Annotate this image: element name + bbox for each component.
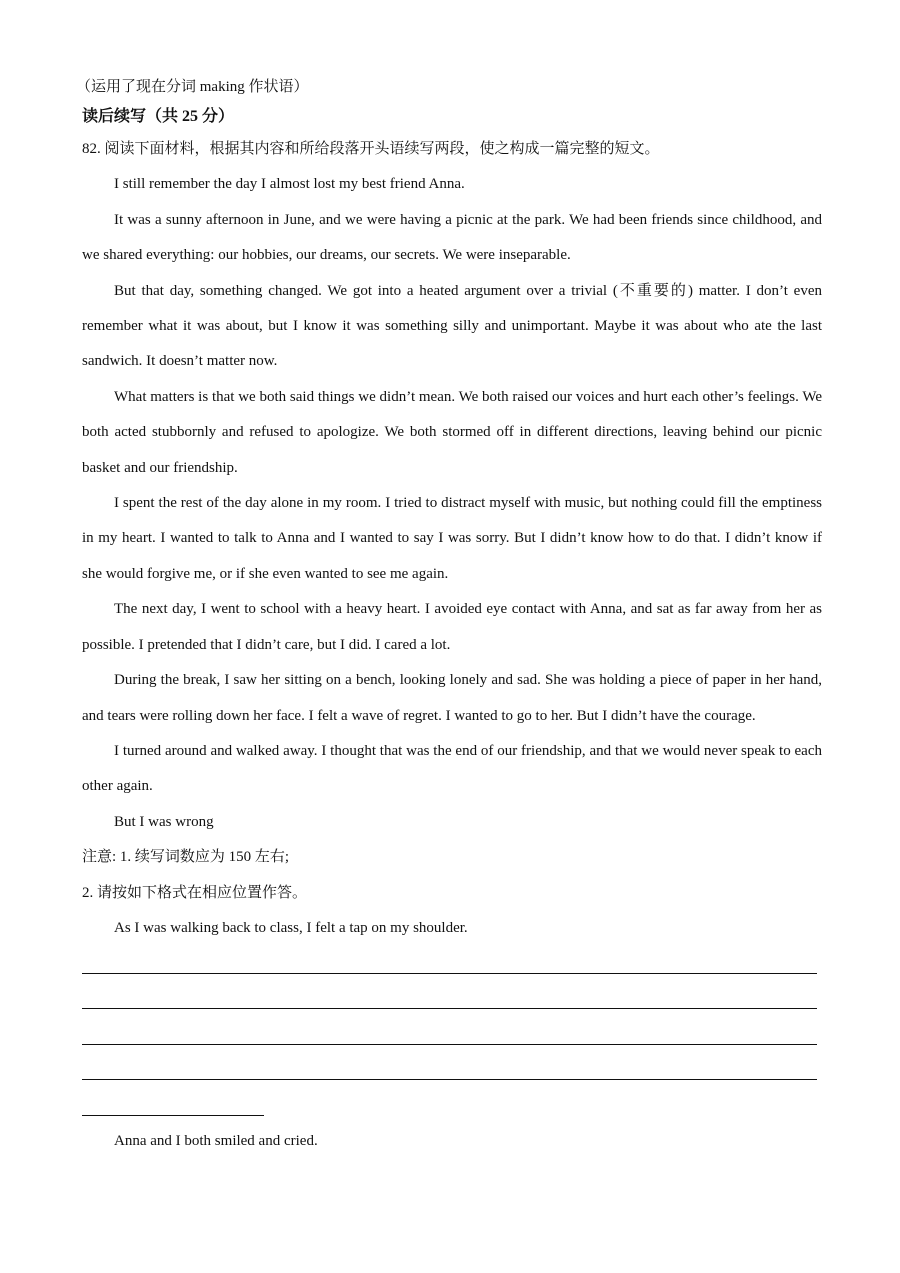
answer-line[interactable]: [82, 1017, 822, 1053]
note-line-2: 2. 请按如下格式在相应位置作答。: [82, 884, 308, 901]
answer-line[interactable]: [82, 982, 822, 1018]
question-instruction: [82, 132, 822, 167]
story-paragraph-8: I turned around and walked away. I thought that was the end of our friendship, and that we would never speak to each other again.: [82, 742, 822, 795]
story-paragraph-1: I still remember the day I almost lost my best friend Anna.: [114, 176, 465, 193]
story-paragraph-2: It was a sunny afternoon in June, and we were having a picnic at the park. We had been friends since childhood, and we shared everything: our hobbies, our dreams, our secrets. We were inseparable.: [82, 211, 822, 264]
opening-sentence-1: As I was walking back to class, I felt a tap on my shoulder.: [114, 919, 468, 936]
answer-line-short[interactable]: [82, 1088, 822, 1124]
opening-sentence-2: Anna and I both smiled and cried.: [114, 1132, 318, 1149]
header-note: （运用了现在分词 making 作状语）: [76, 79, 309, 95]
story-paragraph-5: I spent the rest of the day alone in my room. I tried to distract myself with music, but nothing could fill the emptiness in my heart. I wanted to talk to Anna and I wanted to say I was sorry. But I didn’t know how to do that. I didn’t know if she would forgive me, or if she even wanted to see me again.: [82, 495, 822, 582]
story-paragraph-3: But that day, something changed. We got into a heated argument over a trivial (不重要的) matter. I don’t even remember what it was about, but I know it was something silly and unimportant. Maybe it was about who ate the last sandwich. It doesn’t matter now.: [82, 282, 822, 370]
instruction-text: 阅读下面材料，根据其内容和所给段落开头语续写两段，使之构成一篇完整的短文。: [104, 141, 660, 157]
note-line-1: 注意: 1. 续写词数应为 150 左右;: [82, 849, 290, 866]
story-paragraph-4: What matters is that we both said things we didn’t mean. We both raised our voices and hurt each other’s feelings. We both acted stubbornly and refused to apologize. We both stormed off in different directions, leaving behind our picnic basket and our friendship.: [82, 388, 822, 476]
section-title: 读后续写（共 25 分）: [82, 108, 235, 125]
story-paragraph-6: The next day, I went to school with a heavy heart. I avoided eye contact with Anna, and sat as far away from her as possible. I pretended that I didn’t care, but I did. I cared a lot.: [82, 601, 822, 653]
story-paragraph-9: But I was wrong: [114, 813, 214, 830]
story-paragraph-7: During the break, I saw her sitting on a bench, looking lonely and sad. She was holding a piece of paper in her hand, and tears were rolling down her face. I felt a wave of regret. I wanted to go to her. But I didn’t have the courage.: [82, 672, 822, 724]
question-number: 82.: [82, 141, 101, 157]
answer-line[interactable]: [82, 946, 822, 982]
exam-page: [76, 76, 822, 1159]
answer-line[interactable]: [82, 1053, 822, 1089]
